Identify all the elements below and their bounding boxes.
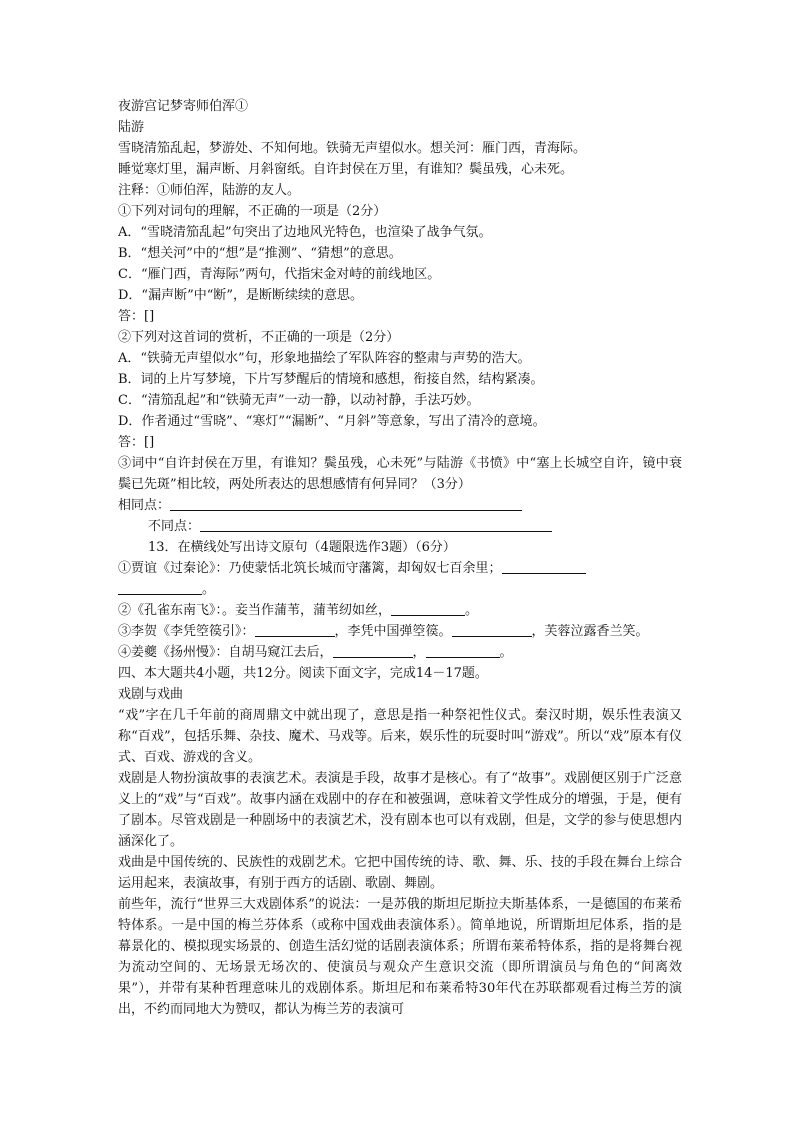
q13-item-3-end: ，芙蓉泣露香兰笑。 bbox=[531, 624, 649, 639]
q13-item-4-blank-1[interactable] bbox=[333, 643, 413, 658]
article-title: 戏剧与戏曲 bbox=[118, 687, 184, 702]
q13-item-4-text: ④姜夔《扬州慢》：自胡马窥江去后， bbox=[118, 645, 333, 660]
section-4-header: 四、本大题共4小题，共12分。阅读下面文字，完成14－17题。 bbox=[118, 666, 488, 681]
q13-item-3-blank-1[interactable] bbox=[255, 622, 335, 637]
article-paragraph-2: 戏剧是人物扮演故事的表演艺术。表演是手段，故事才是核心。有了“故事”。戏剧便区别于广泛意义上的“戏”与“百戏”。故事内涵在戏剧中的存在和被强调，意味着文学性成分的增强，于是，便有了剧本。尽管戏剧是一种剧场中的表演艺术，没有剧本也可以有戏剧，但是，文学的参与使思想内涵深化了。 bbox=[118, 771, 682, 849]
question-2-option-a: A．“铁骑无声望似水”句，形象地描绘了军队阵容的整肃与声势的浩大。 bbox=[118, 351, 531, 366]
q13-item-1-end: 。 bbox=[202, 582, 216, 597]
q13-item-3-blank-2[interactable] bbox=[452, 622, 532, 637]
q13-item-4-sep: ， bbox=[412, 645, 426, 660]
question-1-option-c: C．“雁门西，青海际”两句，代指宋金对峙的前线地区。 bbox=[118, 267, 441, 282]
question-1-answer: 答：[] bbox=[118, 309, 155, 324]
question-13-title: 13．在横线处写出诗文原句（4题限选作3题）（6分） bbox=[148, 540, 456, 555]
q13-item-1-line-1 bbox=[118, 558, 682, 579]
q13-item-1-text: ①贾谊《过秦论》：乃使蒙恬北筑长城而守藩篱，却匈奴七百余里； bbox=[118, 561, 502, 576]
diff-point-blank[interactable] bbox=[200, 517, 552, 532]
question-1-option-d: D．“漏声断”中“断”，是断断续续的意思。 bbox=[118, 288, 364, 303]
q13-item-1-blank-2[interactable] bbox=[118, 580, 202, 595]
article-paragraph-4: 前些年，流行“世界三大戏剧体系”的说法：一是苏俄的斯坦尼斯拉夫斯基体系，一是德国的布莱希特体系。一是中国的梅兰芬体系（或称中国戏曲表演体系）。简单地说，所谓斯坦尼体系，指的是幕景化的、模拟现实场景的、创造生活幻觉的话剧表演体系；所谓布莱希特体系，指的是将舞台视为流动空间的、无场景无场次的、使演员与观众产生意识交流（即所谓演员与角色的“间离效果”），并带有某种哲理意味儿的戏剧体系。斯坦尼和布莱希特30年代在苏联都观看过梅兰芳的演出，不约而同地大为赞叹，都认为梅兰芳的表演可 bbox=[118, 897, 682, 1017]
article-paragraph-1: “戏”字在几千年前的商周鼎文中就出现了，意思是指一种祭祀性仪式。秦汉时期，娱乐性表演又称“百戏”，包括乐舞、杂技、魔术、马戏等。后来，娱乐性的玩耍时叫“游戏”。所以“戏”原本有仪式、百戏、游戏的含义。 bbox=[118, 708, 682, 765]
question-3-same-row bbox=[118, 495, 682, 516]
q13-item-4-end: 。 bbox=[499, 645, 513, 660]
diff-point-label: 不同点： bbox=[148, 519, 201, 534]
q13-item-3 bbox=[118, 621, 682, 642]
poem-title: 夜游宫记梦寄师伯浑① bbox=[118, 99, 249, 114]
q13-item-2-end: 。 bbox=[465, 603, 479, 618]
question-3-diff-row bbox=[118, 516, 682, 537]
question-2-stem: ②下列对这首词的赏析，不正确的一项是（2分） bbox=[118, 330, 400, 345]
q13-item-4 bbox=[118, 642, 682, 663]
q13-item-2-text: ②《孔雀东南飞》：。妾当作蒲苇，蒲苇纫如丝， bbox=[118, 603, 392, 618]
question-2-option-d: D．作者通过“雪晓”、“寒灯”“漏断”、“月斜”等意象，写出了清冷的意境。 bbox=[118, 414, 546, 429]
same-point-label: 相同点： bbox=[118, 498, 171, 513]
question-1-stem: ①下列对词句的理解，不正确的一项是（2分） bbox=[118, 204, 387, 219]
poem-verse-1: 雪晓清笳乱起，梦游处、不知何地。铁骑无声望似水。想关河：雁门西，青海际。 bbox=[118, 141, 587, 156]
same-point-blank[interactable] bbox=[170, 496, 522, 511]
q13-item-3-text: ③李贺《李凭箜篌引》： bbox=[118, 624, 255, 639]
q13-item-2 bbox=[118, 600, 682, 621]
q13-item-3-mid: ，李凭中国弹箜篌。 bbox=[334, 624, 452, 639]
question-1-option-a: A．“雪晓清笳乱起”句突出了边地风光特色，也渲染了战争气氛。 bbox=[118, 225, 492, 240]
poem-verse-2: 睡觉寒灯里，漏声断、月斜窗纸。自许封侯在万里，有谁知？鬓虽残，心未死。 bbox=[118, 162, 574, 177]
poem-note: 注释：①师伯浑，陆游的友人。 bbox=[118, 183, 301, 198]
question-1-option-b: B．“想关河”中的“想”是“推测”、“猜想”的意思。 bbox=[118, 246, 402, 261]
q13-item-1-blank-1[interactable] bbox=[502, 559, 586, 574]
question-2-option-c: C．“清笳乱起”和“铁骑无声”一动一静，以动衬静，手法巧妙。 bbox=[118, 393, 480, 408]
q13-item-1-line-2 bbox=[118, 579, 682, 600]
document-page bbox=[118, 96, 682, 1020]
question-2-answer: 答：[] bbox=[118, 435, 155, 450]
article-paragraph-3: 戏曲是中国传统的、民族性的戏剧艺术。它把中国传统的诗、歌、舞、乐、技的手段在舞台上综合运用起来，表演故事，有别于西方的话剧、歌剧、舞剧。 bbox=[118, 855, 682, 891]
q13-item-2-blank[interactable] bbox=[391, 601, 465, 616]
q13-item-4-blank-2[interactable] bbox=[426, 643, 500, 658]
poem-author: 陆游 bbox=[118, 120, 145, 135]
question-3-stem: ③词中“自许封侯在万里，有谁知？鬓虽残，心未死”与陆游《书愤》中“塞上长城空自许，镜中衰鬓已先斑”相比较，两处所表达的思想感情有何异同？（3分） bbox=[118, 456, 682, 492]
question-2-option-b: B．词的上片写梦境，下片写梦醒后的情境和感想，衔接自然，结构紧凑。 bbox=[118, 372, 544, 387]
